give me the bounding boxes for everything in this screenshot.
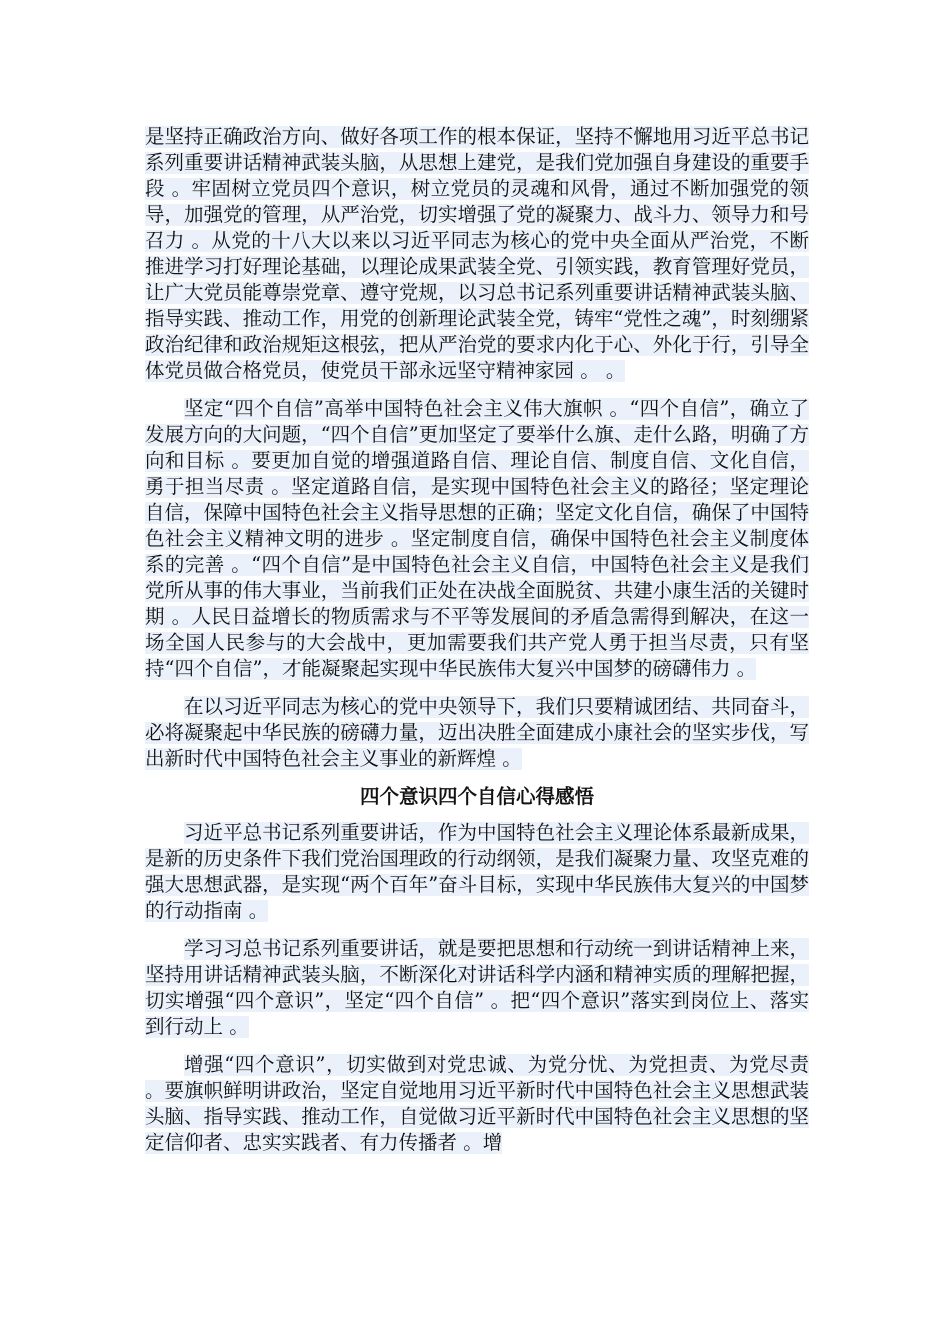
paragraph-4 — [145, 820, 809, 924]
paragraph-1 — [145, 124, 809, 384]
paragraph-6 — [145, 1052, 809, 1156]
paragraph-1-text: 是坚持正确政治方向、做好各项工作的根本保证，坚持不懈地用习近平总书记系列重要讲话精神武装头脑，从思想上建党，是我们党加强自身建设的重要手段 。牢固树立党员四个意识，树立党员的灵魂和风骨，通过不断加强党的领导，加强党的管理，从严治党，切实增强了党的凝聚力、战斗力、领导力和号召力 。从党的十八大以来以习近平同志为核心的党中央全面从严治党，不断推进学习打好理论基础，以理论成果武装全党、引领实践，教育管理好党员，让广大党员能尊崇党章、遵守党规，以习总书记系列重要讲话精神武装头脑、指导实践、推动工作，用党的创新理论武装全党，铸牢“党性之魂”，时刻绷紧政治纪律和政治规矩这根弦，把从严治党的要求内化于心、外化于行，引导全体党员做合格党员，使党员干部永远坚守精神家园 。 。 — [145, 125, 809, 382]
paragraph-6-text: 增强“四个意识”，切实做到对党忠诚、为党分忧、为党担责、为党尽责 。要旗帜鲜明讲政治，坚定自觉地用习近平新时代中国特色社会主义思想武装头脑、指导实践、推动工作，自觉做习近平新时代中国特色社会主义思想的坚定信仰者、忠实实践者、有力传播者 。增 — [145, 1053, 809, 1154]
paragraph-2-text: 坚定“四个自信”高举中国特色社会主义伟大旗帜 。“四个自信”，确立了发展方向的大问题，“四个自信”更加坚定了要举什么旗、走什么路，明确了方向和目标 。要更加自觉的增强道路自信、理论自信、制度自信、文化自信，勇于担当尽责 。坚定道路自信，是实现中国特色社会主义的路径；坚定理论自信，保障中国特色社会主义指导思想的正确；坚定文化自信，确保了中国特色社会主义精神文明的进步 。坚定制度自信，确保中国特色社会主义制度体系的完善 。“四个自信”是中国特色社会主义自信，中国特色社会主义是我们党所从事的伟大事业，当前我们正处在决战全面脱贫、共建小康生活的关键时期 。人民日益增长的物质需求与不平等发展间的矛盾急需得到解决，在这一场全国人民参与的大会战中，更加需要我们共产党人勇于担当尽责，只有坚持“四个自信”，才能凝聚起实现中华民族伟大复兴中国梦的磅礴伟力 。 — [145, 397, 809, 680]
paragraph-4-text: 习近平总书记系列重要讲话，作为中国特色社会主义理论体系最新成果，是新的历史条件下我们党治国理政的行动纲领，是我们凝聚力量、攻坚克难的强大思想武器，是实现“两个百年”奋斗目标，实现中华民族伟大复兴的中国梦的行动指南 。 — [145, 821, 809, 922]
paragraph-2 — [145, 396, 809, 682]
paragraph-3 — [145, 694, 809, 772]
paragraph-5-text: 学习习总书记系列重要讲话，就是要把思想和行动统一到讲话精神上来，坚持用讲话精神武装头脑，不断深化对讲话科学内涵和精神实质的理解把握，切实增强“四个意识”，坚定“四个自信” 。把“四个意识”落实到岗位上、落实到行动上 。 — [145, 937, 809, 1038]
paragraph-5 — [145, 936, 809, 1040]
paragraph-3-text: 在以习近平同志为核心的党中央领导下，我们只要精诚团结、共同奋斗，必将凝聚起中华民族的磅礴力量，迈出决胜全面建成小康社会的坚实步伐，写出新时代中国特色社会主义事业的新辉煌 。 — [145, 695, 809, 770]
section-heading: 四个意识四个自信心得感悟 — [359, 785, 594, 808]
document-page — [145, 124, 809, 1168]
